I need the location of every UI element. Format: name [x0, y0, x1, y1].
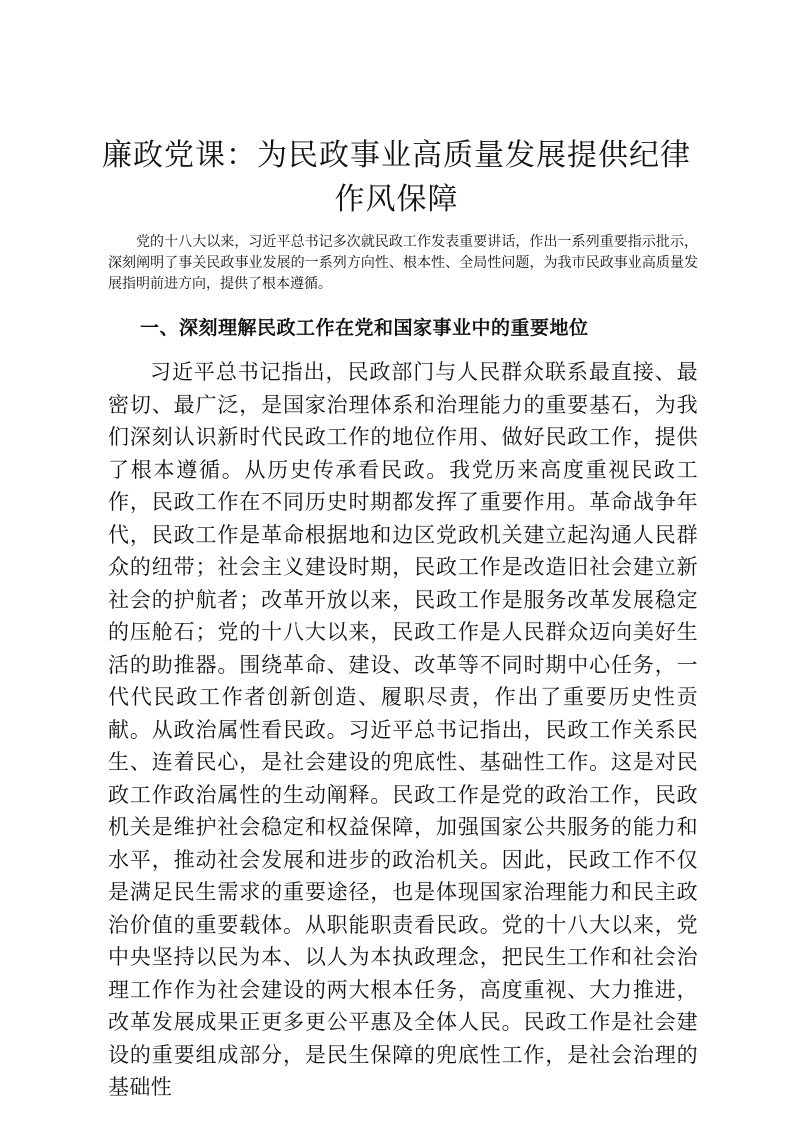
body-paragraph: 习近平总书记指出，民政部门与人民群众联系最直接、最密切、最广泛，是国家治理体系和治理能力的重要基石，为我们深刻认识新时代民政工作的地位作用、做好民政工作，提供了根本遵循。从历史传承看民政。我党历来高度重视民政工作，民政工作在不同历史时期都发挥了重要作用。革命战争年代，民政工作是革命根据地和边区党政机关建立起沟通人民群众的纽带；社会主义建设时期，民政工作是改造旧社会建立新社会的护航者；改革开放以来，民政工作是服务改革发展稳定的压舱石；党的十八大以来，民政工作是人民群众迈向美好生活的助推器。围绕革命、建设、改革等不同时期中心任务，一代代民政工作者创新创造、履职尽责，作出了重要历史性贡献。从政治属性看民政。习近平总书记指出，民政工作关系民生、连着民心，是社会建设的兜底性、基础性工作。这是对民政工作政治属性的生动阐释。民政工作是党的政治工作，民政机关是维护社会稳定和权益保障，加强国家公共服务的能力和水平，推动社会发展和进步的政治机关。因此，民政工作不仅是满足民生需求的重要途径，也是体现国家治理能力和民主政治价值的重要载体。从职能职责看民政。党的十八大以来，党中央坚持以民为本、以人为本执政理念，把民生工作和社会治理工作作为社会建设的两大根本任务，高度重视、大力推进，改革发展成果正更多更公平惠及全体人民。民政工作是社会建设的重要组成部分，是民生保障的兜底性工作，是社会治理的基础性: [108, 360, 698, 1099]
section-heading: 一、深刻理解民政工作在党和国家事业中的重要地位: [140, 317, 589, 339]
document-title: 廉政党课：为民政事业高质量发展提供纪律作风保障: [102, 138, 691, 217]
intro-paragraph: 党的十八大以来，习近平总书记多次就民政工作发表重要讲话，作出一系列重要指示批示，深刻阐明了事关民政事业发展的一系列方向性、根本性、全局性问题，为我市民政事业高质量发展指明前进方向，提供了根本遵循。: [108, 234, 698, 292]
